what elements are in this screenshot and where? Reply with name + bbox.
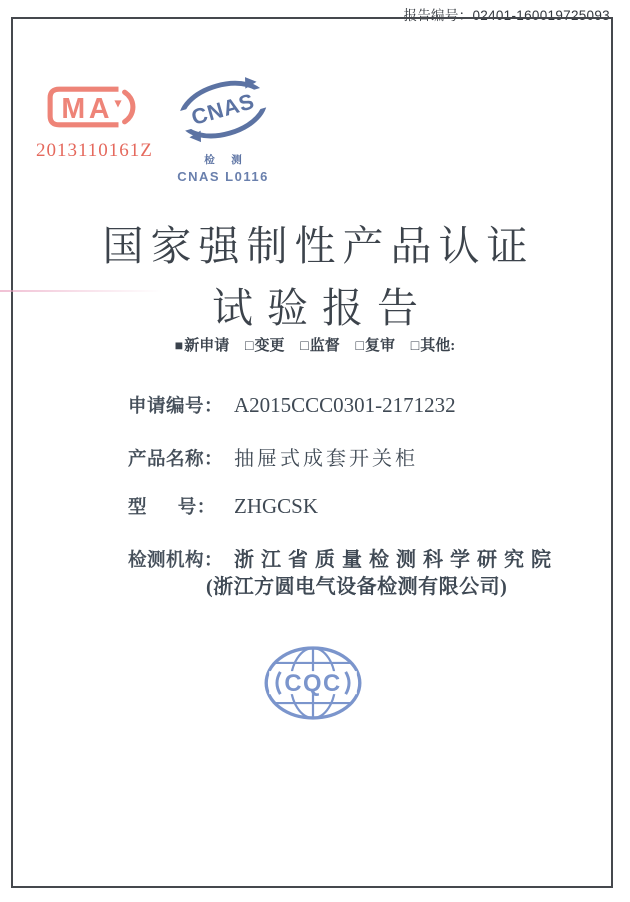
field-label: 产品名称：	[128, 450, 224, 470]
page-title-line1: 国家强制性产品认证	[102, 223, 535, 269]
cnas-caption-cn: 检 测	[204, 155, 249, 166]
cnas-logo-block	[166, 76, 280, 184]
field-label: 检测机构：	[128, 551, 224, 571]
checkbox-filled-icon: ■	[174, 339, 184, 354]
checkbox-label: 监督	[309, 338, 340, 354]
field-value: 抽屉式成套开关柜	[234, 448, 418, 470]
cma-crescent	[125, 92, 133, 122]
page-title-line2: 试验报告	[212, 285, 432, 331]
field-label: 申请编号：	[128, 397, 224, 417]
report-number-label: 报告编号：	[403, 8, 473, 23]
cma-dot	[114, 100, 121, 107]
field-value: A2015CCC0301-2171232	[234, 393, 456, 417]
field-application-number	[128, 392, 456, 418]
cma-logo-icon	[44, 84, 144, 130]
field-test-agency	[128, 543, 558, 572]
field-product-name	[128, 442, 418, 471]
cma-accreditation-number: 2013110161Z	[36, 140, 153, 161]
cqc-logo-icon	[261, 643, 365, 723]
checkbox-label: 其他:	[420, 338, 456, 354]
checkbox-change	[245, 334, 284, 355]
cma-letter-m: M	[61, 93, 86, 126]
application-type-row	[0, 334, 630, 355]
cnas-accreditation-code: CNAS L0116	[177, 169, 269, 184]
field-test-agency-line2: (浙江方圆电气设备检测有限公司)	[206, 576, 508, 598]
checkbox-empty-icon: □	[410, 339, 420, 354]
cnas-letters: CNAS	[188, 88, 258, 130]
cma-letter-a: A	[88, 93, 110, 126]
cma-logo-block	[36, 84, 152, 162]
field-value: 浙江省质量检测科学研究院	[234, 549, 558, 571]
checkbox-label: 变更	[254, 338, 285, 354]
checkbox-supervision	[300, 334, 339, 355]
checkbox-label: 复审	[364, 338, 395, 354]
checkbox-empty-icon: □	[245, 339, 254, 354]
checkbox-other	[411, 334, 455, 355]
checkbox-new-application	[175, 334, 229, 355]
cqc-letters: CQC	[284, 670, 342, 698]
field-value: ZHGCSK	[234, 494, 319, 518]
report-number-value: 02401-160019725093	[472, 8, 610, 23]
checkbox-label: 新申请	[184, 338, 230, 354]
field-label: 型 号：	[128, 498, 216, 518]
checkbox-empty-icon: □	[300, 339, 309, 354]
field-model	[128, 493, 318, 519]
checkbox-empty-icon: □	[355, 339, 364, 354]
checkbox-review	[356, 334, 395, 355]
cqc-logo-block	[260, 643, 366, 728]
cnas-logo-icon	[169, 76, 277, 146]
